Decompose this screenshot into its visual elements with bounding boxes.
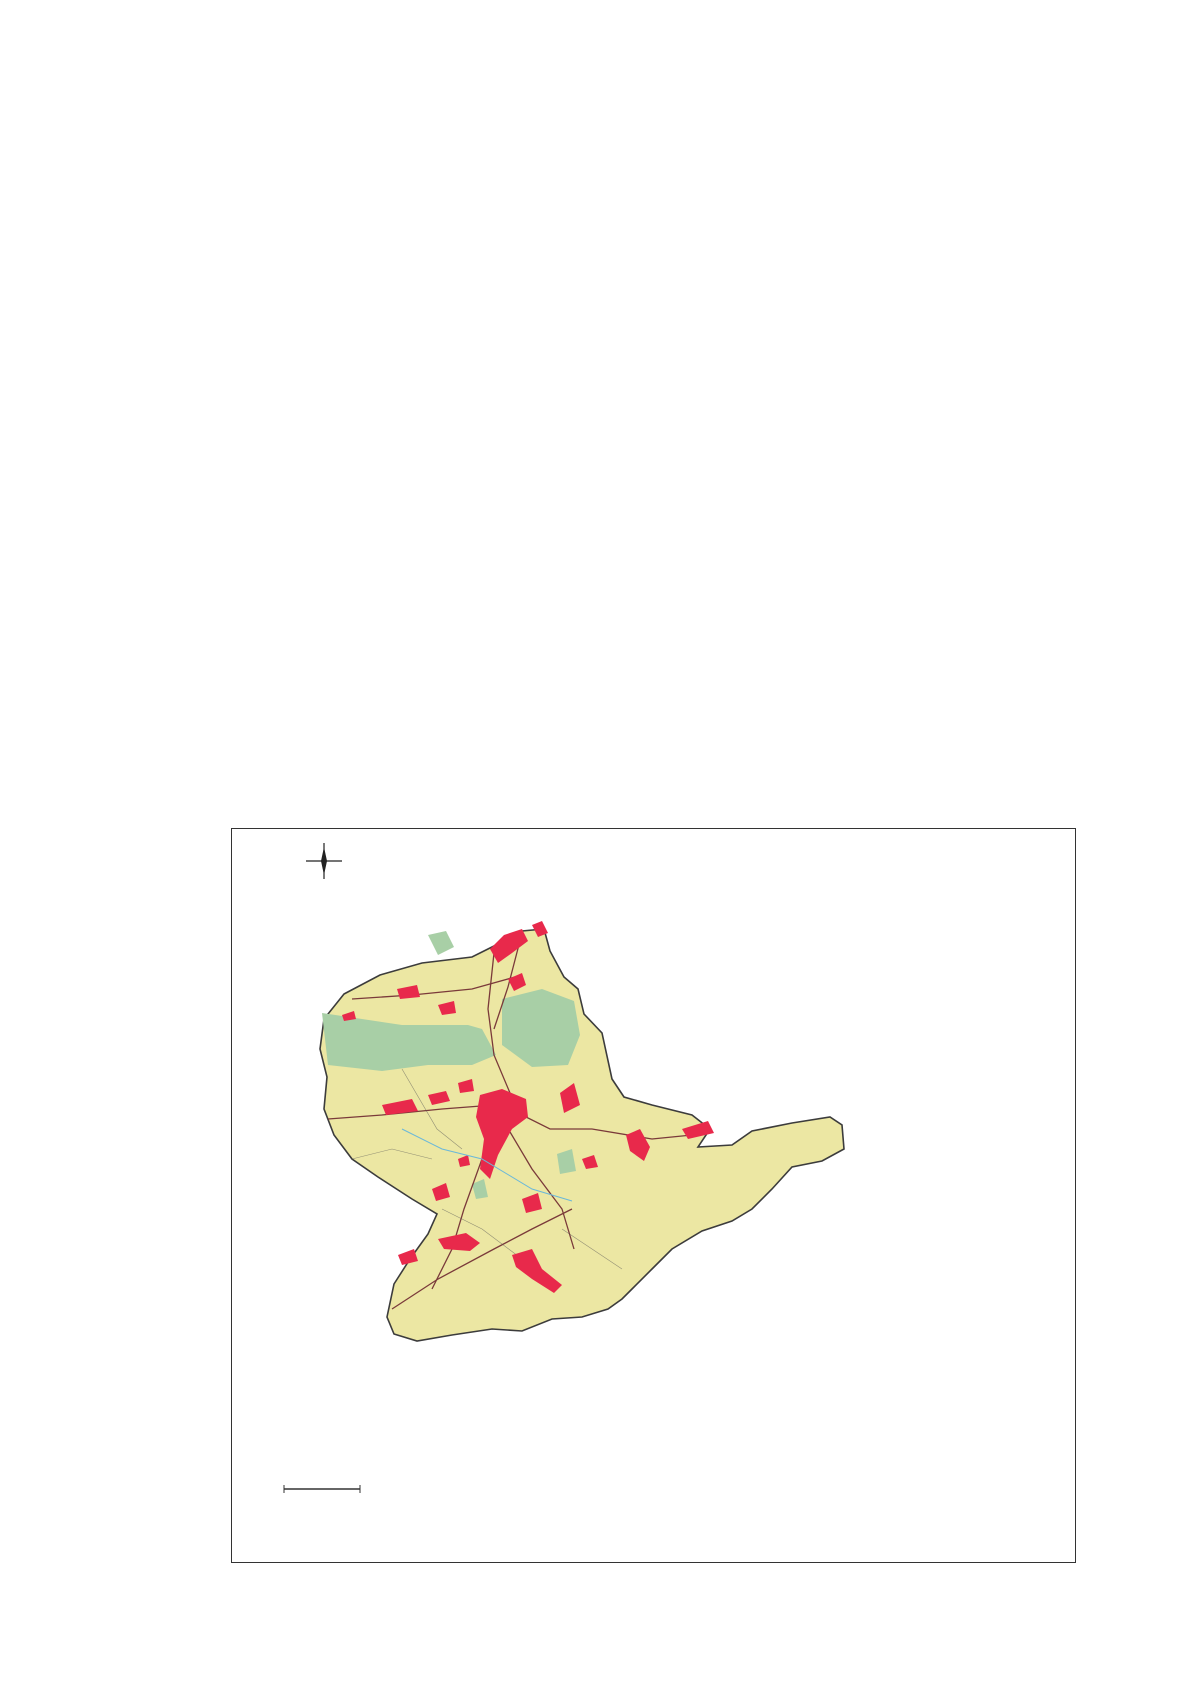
compass-rose (306, 843, 342, 879)
forest-zone (428, 931, 454, 955)
scale-bar (284, 1485, 360, 1493)
map-canvas (232, 829, 1075, 1562)
map-frame (231, 828, 1076, 1563)
